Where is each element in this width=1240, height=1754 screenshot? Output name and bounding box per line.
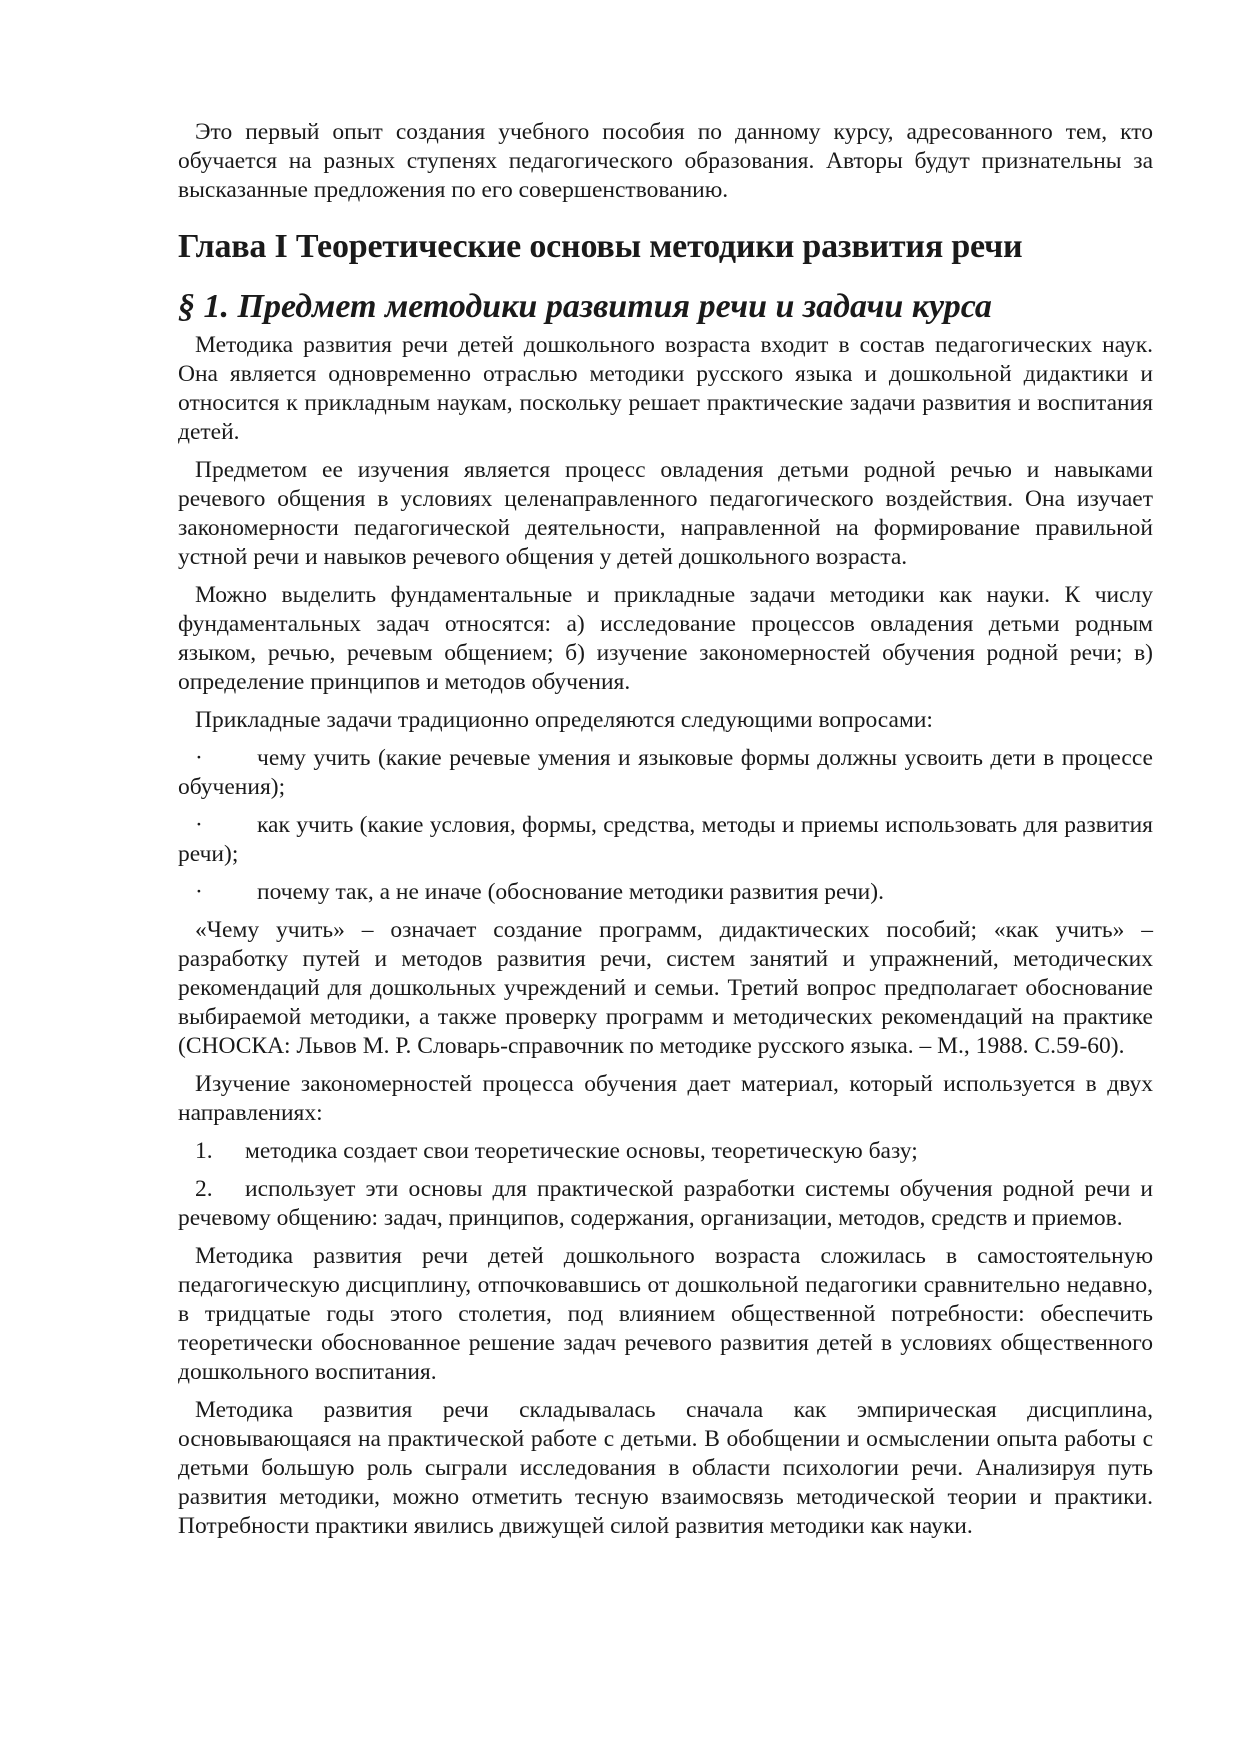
bullet-item bbox=[178, 878, 1153, 907]
bullet-marker: · bbox=[195, 745, 203, 771]
bullet-text: почему так, а не иначе (обоснование методики развития речи). bbox=[257, 879, 884, 905]
bullet-item bbox=[178, 744, 1153, 802]
paragraph: Можно выделить фундаментальные и прикладные задачи методики как науки. К числу фундаментальных задач относятся: а) исследование процессов овладения детьми родным языком, речью, речевым общением; б) изучение закономерностей обучения родной речи; в) определение принципов и методов обучения. bbox=[178, 582, 1153, 695]
bullet-text: как учить (какие условия, формы, средства, методы и приемы использовать для развития речи); bbox=[178, 812, 1153, 867]
bullet-text: чему учить (какие речевые умения и языковые формы должны усвоить дети в процессе обучения); bbox=[178, 745, 1153, 800]
intro-paragraph: Это первый опыт создания учебного пособия по данному курсу, адресованного тем, кто обучается на разных ступенях педагогического образования. Авторы будут признательны за высказанные предложения по его совершенствованию. bbox=[178, 119, 1153, 203]
paragraph: Прикладные задачи традиционно определяются следующими вопросами: bbox=[195, 707, 933, 733]
numbered-text: использует эти основы для практической разработки системы обучения родной речи и речевому общению: задач, принципов, содержания, организации, методов, средств и приемов. bbox=[178, 1176, 1153, 1231]
item-number: 1. bbox=[195, 1138, 213, 1164]
document-page bbox=[178, 118, 1153, 1550]
numbered-item bbox=[178, 1175, 1153, 1233]
bullet-marker: · bbox=[195, 812, 203, 838]
paragraph: Предметом ее изучения является процесс овладения детьми родной речью и навыками речевого общения в условиях целенаправленного педагогического воздействия. Она изучает закономерности педагогической деятельности, направленной на формирование правильной устной речи и навыков речевого общения у детей дошкольного возраста. bbox=[178, 457, 1153, 570]
numbered-text: методика создает свои теоретические основы, теоретическую базу; bbox=[245, 1138, 918, 1164]
bullet-item bbox=[178, 811, 1153, 869]
item-number: 2. bbox=[195, 1176, 213, 1202]
bullet-marker: · bbox=[195, 879, 203, 905]
paragraph: Методика развития речи детей дошкольного возраста сложилась в самостоятельную педагогическую дисциплину, отпочковавшись от дошкольной педагогики сравнительно недавно, в тридцатые годы этого столетия, под влиянием общественной потребности: обеспечить теоретически обоснованное решение задач речевого развития детей в условиях общественного дошкольного воспитания. bbox=[178, 1243, 1153, 1385]
chapter-title: Глава I Теоретические основы методики развития речи bbox=[178, 228, 1023, 265]
section-title: § 1. Предмет методики развития речи и задачи курса bbox=[178, 288, 992, 325]
paragraph: Методика развития речи складывалась сначала как эмпирическая дисциплина, основывающаяся на практической работе с детьми. В обобщении и осмыслении опыта работы с детьми большую роль сыграли исследования в области психологии речи. Анализируя путь развития методики, можно отметить тесную взаимосвязь методической теории и практики. Потребности практики явились движущей силой развития методики как науки. bbox=[178, 1397, 1153, 1539]
paragraph: «Чему учить» – означает создание программ, дидактических пособий; «как учить» – разработку путей и методов развития речи, систем занятий и упражнений, методических рекомендаций для дошкольных учреждений и семьи. Третий вопрос предполагает обоснование выбираемой методики, а также проверку программ и методических рекомендаций на практике (СНОСКА: Львов М. Р. Словарь-справочник по методике русского языка. – М., 1988. С.59-60). bbox=[178, 917, 1153, 1059]
numbered-item bbox=[178, 1137, 1153, 1166]
paragraph: Методика развития речи детей дошкольного возраста входит в состав педагогических наук. Она является одновременно отраслью методики русского языка и дошкольной дидактики и относится к прикладным наукам, поскольку решает практические задачи развития и воспитания детей. bbox=[178, 332, 1153, 445]
paragraph: Изучение закономерностей процесса обучения дает материал, который используется в двух направлениях: bbox=[178, 1071, 1153, 1126]
